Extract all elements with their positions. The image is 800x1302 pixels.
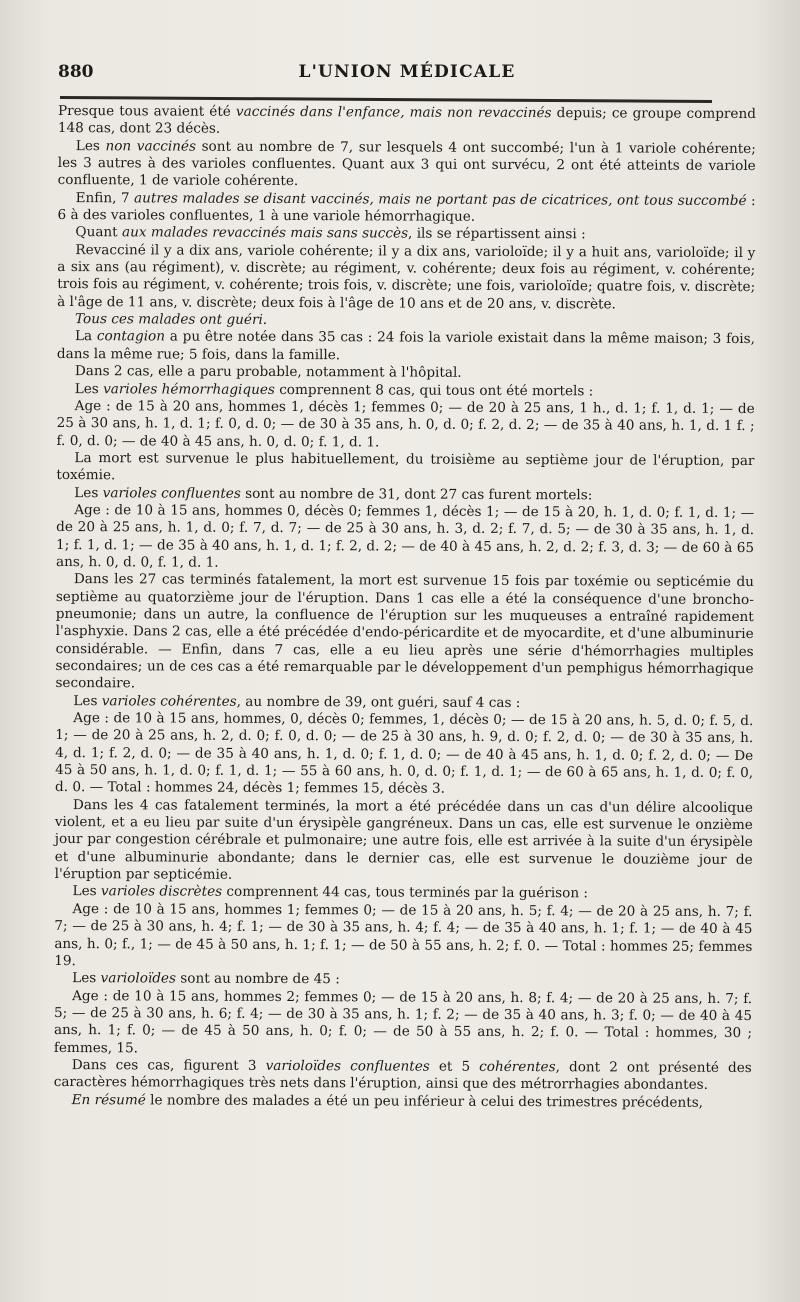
text-run: a pu être notée dans 35 cas : 24 fois la variole existait dans la même maison; 3 fois, dans la même rue; 5 fois, dans la famille. <box>56 328 756 364</box>
italic-run: vaccinés dans l'enfance, mais non revaccinés <box>235 103 552 122</box>
text-run: sont au nombre de 7, sur lesquels 4 ont succombé; l'un à 1 variole cohérente; les 3 autres à des varioles confluentes. Quant aux 3 qui ont survécu, 2 ont été atteints de variole confluente, 1 de variole cohérente. <box>57 138 756 190</box>
paragraph <box>57 190 755 228</box>
text-run: le nombre des malades a été un peu inférieur à celui des trimestres précédents, <box>145 1091 704 1111</box>
paragraph <box>56 450 754 488</box>
italic-run: varioles confluentes <box>102 484 241 502</box>
paragraph <box>55 571 754 695</box>
text-run: Age : de 10 à 15 ans, hommes 0, décès 0; femmes 1, décès 1; — de 15 à 20, h. 1, d. 0; f. 1, d. 1; — de 20 à 25 ans, h. 1, d. 0; f. 7, d. 7; — de 25 à 30 ans, h. 3, d. 2; f. 7, d. 5; — de 30 à 35 ans, h. 1, d. 1; f. 1, d. 1; — de 35 à 40 ans, h. 1, d. 1; f. 2, d. 2; — de 40 à 45 ans, h. 2, d. 2; f. 3, d. 3; — de 60 à 65 ans, h. 0, d. 0, f. 1, d. 1. <box>55 501 755 571</box>
text-run: La mort est survenue le plus habituellement, du troisième au septième jour de l'éruption, par toxémie. <box>56 449 755 484</box>
text-run: comprennent 8 cas, qui tous ont été mortels : <box>274 381 594 399</box>
text-run: Les <box>74 380 104 397</box>
running-title: L'UNION MÉDICALE <box>298 62 516 82</box>
text-run: Enfin, 7 <box>75 189 135 207</box>
text-run: Quant <box>75 224 123 241</box>
italic-run: varioles hémorrhagiques <box>103 380 275 398</box>
italic-run: varioloïdes <box>100 970 177 987</box>
text-run: Dans les 27 cas terminés fatalement, la mort est survenue 15 fois par toxémie ou septicémie du septième au quatorzième jour de l'éruption. Dans 1 cas elle a été la conséquence d'une broncho-pneumonie; dans un autre, la confluence de l'éruption sur les muqueuses a entraîné rapidement l'asphyxie. Dans 2 cas, elle a été précédée d'endo-péricardite et de myocardite, et d'une albuminurie considérable. — Enfin, dans 7 cas, elle a eu lieu après une série d'hémorrhagies multiples secondaires; un de ces cas a été remarquable par le développement d'un pemphigus hémorrhagique secondaire. <box>55 571 754 692</box>
text-run: Les <box>74 484 103 501</box>
italic-run: varioles discrètes <box>100 883 223 901</box>
text-run: , ils se répartissent ainsi : <box>408 225 586 243</box>
paragraph <box>56 502 754 574</box>
paragraph <box>57 242 755 314</box>
italic-run: autres malades se disant vaccinés, mais ne portant pas de cicatrices, ont tous succombé <box>134 190 747 209</box>
text-run: Dans les 4 cas fatalement terminés, la mort a été précédée dans un cas d'un délire alcoolique violent, et a eu lieu par suite d'un érysipèle gangréneux. Dans un cas, elle est survenue le onzième jour par congestion cérébrale et pulmonaire; une autre fois, elle est arrivée à la suite d'un érysipèle et d'une albuminurie abondante; dans le dernier cas, elle est survenue le douzième jour de l'éruption par septicémie. <box>54 796 753 883</box>
paragraph <box>57 328 755 366</box>
header-rule <box>60 96 712 103</box>
text-run: Revacciné il y a dix ans, variole cohérente; il y a dix ans, varioloïde; il y a huit ans, varioloïde; il y a six ans (au régiment), v. discrète; au régiment, v. cohérente; deux fois au régiment, v. cohérente; trois fois au régiment, v. cohérente; trois fois, v. discrète; une fois, varioloïde; quatre fois, v. discrète; à l'âge de 11 ans, v. discrète; deux fois à l'âge de 10 ans et de 20 ans, v. discrète. <box>57 241 756 313</box>
text-run: sont au nombre de 45 : <box>175 970 340 988</box>
italic-run: varioles cohérentes <box>101 692 237 710</box>
paragraph <box>54 1092 752 1112</box>
article-body <box>54 103 756 1112</box>
text-run: depuis; ce groupe comprend 148 cas, dont 23 décès. <box>57 105 756 138</box>
paragraph <box>54 1057 752 1095</box>
text-run: , au nombre de 39, ont guéri, sauf 4 cas : <box>236 693 521 711</box>
italic-run: En résumé <box>71 1091 146 1108</box>
text-run: Les <box>72 970 101 987</box>
text-run: et 5 <box>429 1058 480 1075</box>
text-run: Dans ces cas, figurent 3 <box>71 1056 266 1074</box>
text-run: comprennent 44 cas, tous terminés par la guérison : <box>222 884 589 902</box>
italic-run: non vaccinés <box>105 137 197 155</box>
paragraph <box>58 103 756 141</box>
text-run: Presque tous avaient été <box>57 103 236 120</box>
text-run: La <box>74 328 97 345</box>
text-run: Age : de 15 à 20 ans, hommes 1, décès 1; femmes 0; — de 20 à 25 ans, 1 h., d. 1; f. 1, d. 1; — de 25 à 30 ans, h. 1, d. 1; f. 0, d. 0; — de 30 à 35 ans, h. 0, d. 0; f. 2, d. 2; — de 35 à 40 ans, h. 1, d. 1 f. ; f. 0, d. 0; — de 40 à 45 ans, h. 0, d. 0; f. 1, d. 1. <box>56 397 755 450</box>
text-run: Age : de 10 à 15 ans, hommes 2; femmes 0; — de 15 à 20 ans, h. 8; f. 4; — de 20 à 25 ans, h. 7; f. 5; — de 25 à 30 ans, h. 6; f. 4; — de 30 à 35 ans, h. 1; f. 2; — de 35 à 40 ans, h. 3; f. 0; — de 40 à 45 ans, h. 1; f. 0; — de 45 à 50 ans, h. 0; f. 0; — de 50 à 55 ans, h. 2; f. 0. — Total : hommes, 30 ; femmes, 15. <box>53 987 753 1056</box>
italic-run: Tous ces malades ont guéri. <box>75 311 268 329</box>
text-run: sont au nombre de 31, dont 27 cas furent mortels: <box>240 485 593 503</box>
text-run: : 6 à des varioles confluentes, 1 à une variole hémorrhagique. <box>57 192 756 225</box>
paragraph <box>54 901 752 973</box>
page-number: 880 <box>58 62 94 82</box>
text-run: Les <box>75 137 106 154</box>
text-run: Age : de 10 à 15 ans, hommes 1; femmes 0; — de 15 à 20 ans, h. 5; f. 4; — de 20 à 25 ans, h. 7; f. 7; — de 25 à 30 ans, h. 4; f. 1; — de 30 à 35 ans, h. 4; f. 4; — de 35 à 40 ans, h. 1; f. 1; — de 40 à 45 ans, h. 0; f., 1; — de 45 à 50 ans, h. 1; f. 1; — de 50 à 55 ans, h. 2; f. 0. — Total : hommes 25; femmes 19. <box>54 900 753 969</box>
text-run: Les <box>73 692 102 709</box>
text-run: Les <box>72 883 101 900</box>
italic-run: cohérentes <box>479 1058 556 1076</box>
paragraph <box>55 710 753 800</box>
text-run: Dans 2 cas, elle a paru probable, notamment à l'hôpital. <box>74 363 462 381</box>
italic-run: contagion <box>96 328 166 345</box>
text-run: Age : de 10 à 15 ans, hommes, 0, décès 0; femmes, 1, décès 0; — de 15 à 20 ans, h. 5, d. 0; f. 5, d. 1; — de 20 à 25 ans, h. 2, d. 0; f. 0, d. 0; — de 25 à 30 ans, h. 9, d. 0; f. 2, d. 0; — de 30 à 35 ans, h. 4, d. 1; f. 2, d. 0; — de 35 à 40 ans, h. 1, d. 0; f. 1, d. 0; — de 40 à 45 ans, h. 1, d. 0; f. 2, d. 0; — De 45 à 50 ans, h. 1, d. 0; f. 1, d. 1; — 55 à 60 ans, h. 0, d. 0; f. 1, d. 1; — de 60 à 65 ans, h. 1, d. 0; f. 0, d. 0. — Total : hommes 24, décès 1; femmes 15, décès 3. <box>54 710 754 798</box>
text-run: , dont 2 ont présenté des caractères hémorrhagiques très nets dans l'éruption, ainsi que des métrorrhagies abondantes. <box>53 1059 752 1094</box>
italic-run: aux malades revaccinés mais sans succès <box>121 224 409 242</box>
paragraph <box>55 797 753 887</box>
page-header <box>58 62 756 90</box>
paragraph <box>58 138 756 193</box>
italic-run: varioloïdes confluentes <box>265 1057 430 1075</box>
paragraph <box>54 988 752 1060</box>
paragraph <box>56 398 754 453</box>
